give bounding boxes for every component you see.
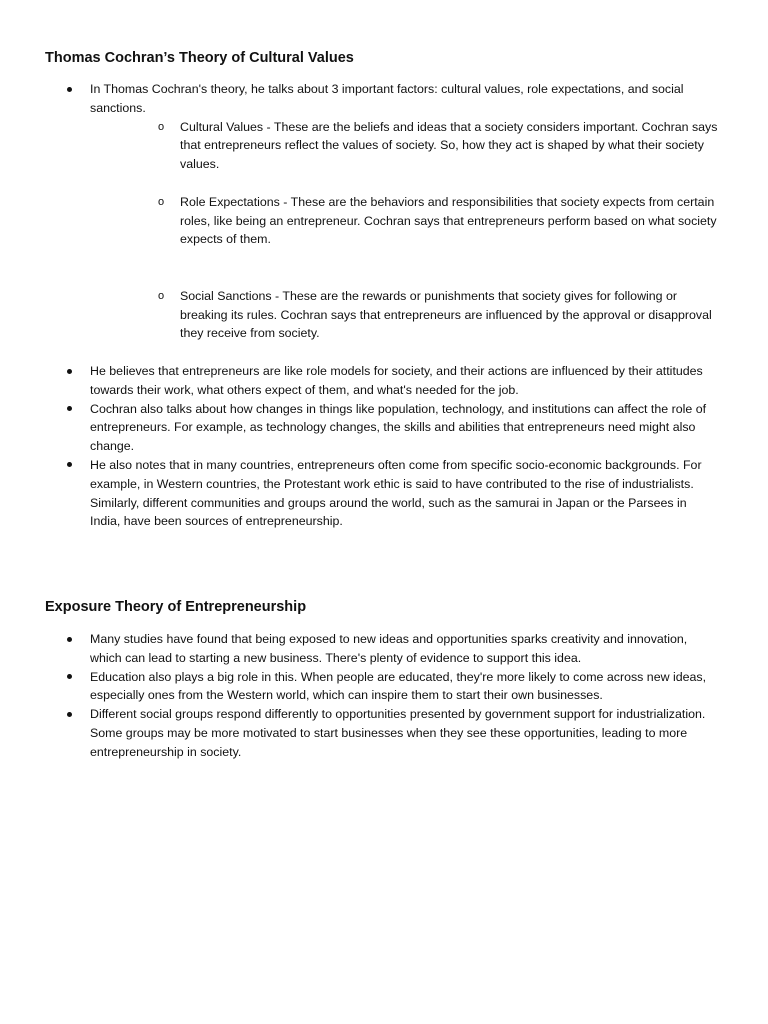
list-item: Cochran also talks about how changes in things like population, technology, and institutions can affect the role of entrepreneurs. For example, as technology changes, the skills and abilities that entrepreneurs need might also change. bbox=[0, 400, 720, 456]
factor-sublist bbox=[90, 118, 720, 344]
list-item: Education also plays a big role in this. When people are educated, they're more likely to come across new ideas, especially ones from the Western world, which can inspire them to start their own businesses. bbox=[0, 668, 720, 706]
sub-item-social-sanctions: o Social Sanctions - These are the rewards or punishments that society gives for following or breaking its rules. Cochran says that entrepreneurs are influenced by the approval or disapproval they receive from society. bbox=[180, 287, 720, 343]
section-heading-cochran: Thomas Cochran’s Theory of Cultural Values bbox=[45, 50, 354, 66]
cochran-intro-list bbox=[0, 80, 720, 343]
sub-item-cultural-values: o Cultural Values - These are the beliefs and ideas that a society considers important. Cochran says that entrepreneurs reflect the values of society. So, how they act is shaped by what their society values. bbox=[180, 118, 720, 174]
list-item: He also notes that in many countries, entrepreneurs often come from specific socio-economic backgrounds. For example, in Western countries, the Protestant work ethic is said to have contributed to the rise of industrialists. Similarly, different communities and groups around the world, such as the samurai in Japan or the Parsees in India, have been sources of entrepreneurship. bbox=[0, 456, 720, 531]
list-item bbox=[0, 80, 720, 343]
exposure-bullet-list bbox=[0, 630, 720, 762]
list-item: Different social groups respond differently to opportunities presented by government support for industrialization. Some groups may be more motivated to start businesses when they see these opportunities, leading to more entrepreneurship in society. bbox=[0, 705, 720, 761]
section-heading-exposure: Exposure Theory of Entrepreneurship bbox=[45, 599, 307, 615]
sub-item-role-expectations: o Role Expectations - These are the behaviors and responsibilities that society expects from certain roles, like being an entrepreneur. Cochran says that entrepreneurs perform based on what society expects of them. bbox=[180, 193, 720, 249]
list-item: Many studies have found that being exposed to new ideas and opportunities sparks creativity and innovation, which can lead to starting a new business. There's plenty of evidence to support this idea. bbox=[0, 630, 720, 668]
list-item: He believes that entrepreneurs are like role models for society, and their actions are influenced by their attitudes towards their work, what others expect of them, and what's needed for the job. bbox=[0, 362, 720, 400]
cochran-bullet-list bbox=[0, 362, 720, 531]
intro-bullet-text: In Thomas Cochran's theory, he talks about 3 important factors: cultural values, role expectations, and social sanctions. bbox=[90, 82, 684, 115]
